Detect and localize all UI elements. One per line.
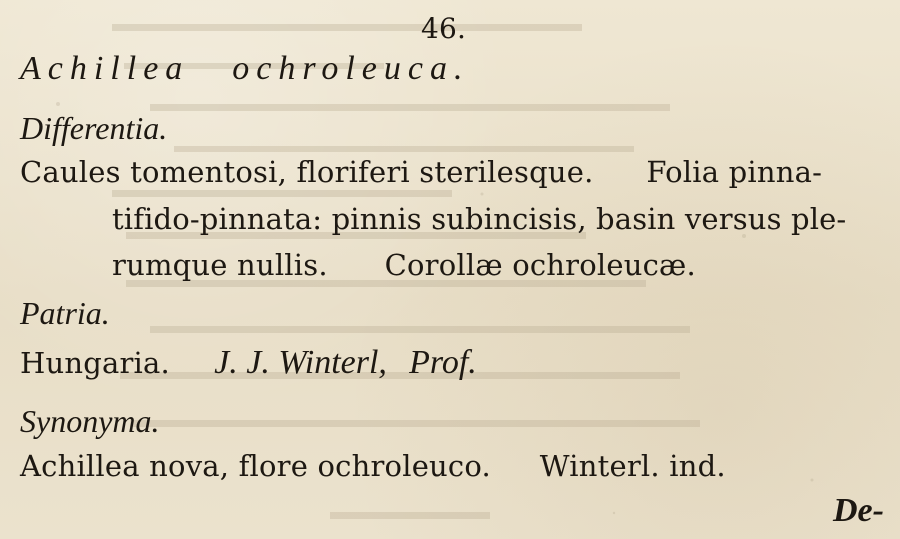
- differentia-description-line-3: rumque nullis.: [112, 248, 328, 282]
- collector-title: Prof.: [409, 344, 477, 381]
- place-name: Hungaria.: [20, 346, 170, 380]
- page-number: 46.: [421, 12, 467, 45]
- collector-name: J. J. Winterl,: [214, 344, 387, 381]
- species-title: [20, 52, 470, 86]
- differentia-text-line-1: [20, 155, 823, 189]
- genus-name: Achillea: [20, 50, 190, 87]
- differentia-description-tail: Folia pinna-: [646, 155, 823, 189]
- synonym-entry: Achillea nova, flore ochroleuco.: [20, 449, 491, 483]
- synonyma-heading: Synonyma.: [20, 403, 160, 439]
- differentia-text-line-2: tifido-pinnata: pinnis subincisis, basin versus ple-: [112, 202, 847, 236]
- differentia-heading: Differentia.: [20, 110, 168, 146]
- patria-line: [20, 346, 477, 380]
- species-name: ochroleuca.: [232, 50, 470, 87]
- synonym-reference: Winterl. ind.: [539, 449, 726, 483]
- patria-heading: Patria.: [20, 295, 110, 331]
- differentia-description-start: Caules tomentosi, floriferi sterilesque.: [20, 155, 594, 189]
- differentia-text-line-3: [112, 248, 696, 282]
- synonym-line: [20, 449, 726, 483]
- corolla-description: Corollæ ochroleucæ.: [384, 248, 696, 282]
- catchword: De-: [833, 492, 884, 529]
